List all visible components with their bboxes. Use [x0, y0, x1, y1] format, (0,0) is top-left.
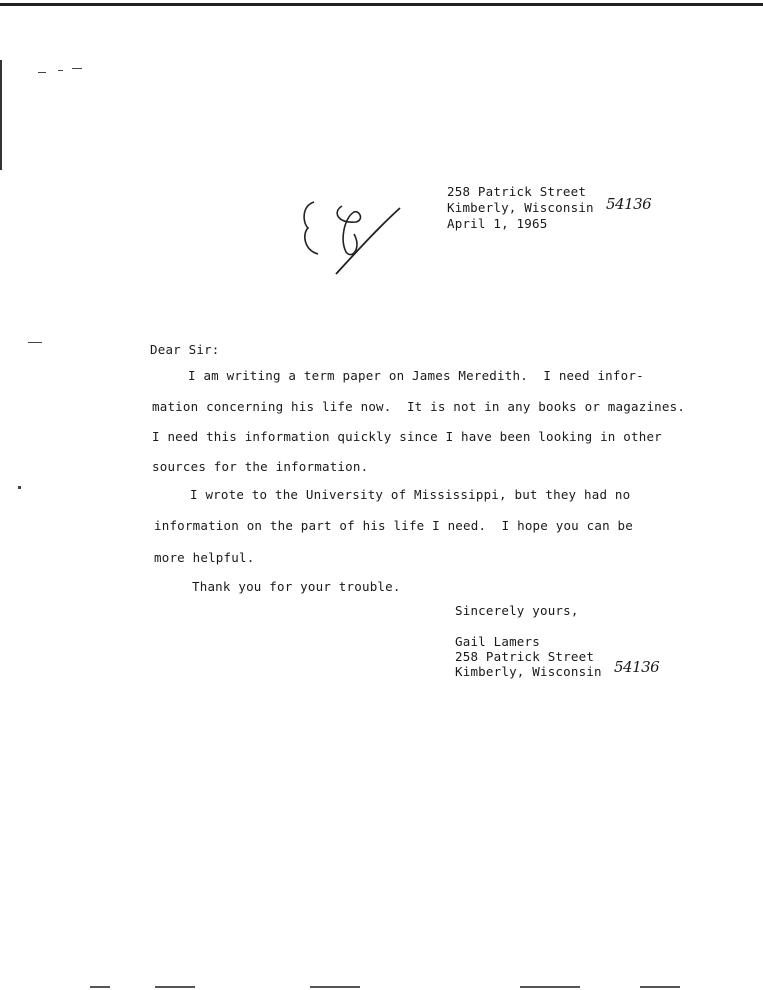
paragraph-3: Thank you for your trouble.: [192, 579, 401, 594]
scan-bottom-edge: [310, 986, 360, 988]
scan-speck: [72, 68, 82, 69]
scan-speck: [18, 486, 21, 489]
paragraph-1-line-1: I am writing a term paper on James Meredith. I need infor-: [188, 368, 644, 383]
scan-speck: [38, 72, 46, 73]
signature-name: Gail Lamers: [455, 634, 540, 649]
signature-street: 258 Patrick Street: [455, 649, 595, 664]
sender-zip: 54136: [606, 195, 652, 213]
signature-zip: 54136: [614, 658, 660, 676]
letter-date: April 1, 1965: [447, 216, 548, 231]
scan-bottom-edge: [155, 986, 195, 988]
paragraph-2-line-1: I wrote to the University of Mississippi, but they had no: [190, 487, 631, 502]
paragraph-2-line-3: more helpful.: [154, 550, 255, 565]
paragraph-1-line-2: mation concerning his life now. It is not in any books or magazines.: [152, 399, 686, 414]
paragraph-1-line-3: I need this information quickly since I have been looking in other: [152, 429, 662, 444]
closing: Sincerely yours,: [455, 603, 579, 618]
handwritten-initials-mark: [298, 188, 408, 283]
salutation: Dear Sir:: [150, 342, 220, 357]
paragraph-1-line-4: sources for the information.: [152, 459, 369, 474]
scan-left-edge: [0, 60, 2, 170]
scan-speck: [58, 70, 63, 71]
signature-city: Kimberly, Wisconsin: [455, 664, 602, 679]
sender-city: Kimberly, Wisconsin: [447, 200, 594, 215]
scan-bottom-edge: [520, 986, 580, 988]
scan-bottom-edge: [90, 986, 110, 988]
paragraph-2-line-2: information on the part of his life I need. I hope you can be: [154, 518, 633, 533]
scan-top-edge: [0, 3, 763, 6]
sender-street: 258 Patrick Street: [447, 184, 587, 199]
scan-speck: [28, 342, 42, 343]
scan-bottom-edge: [640, 986, 680, 988]
